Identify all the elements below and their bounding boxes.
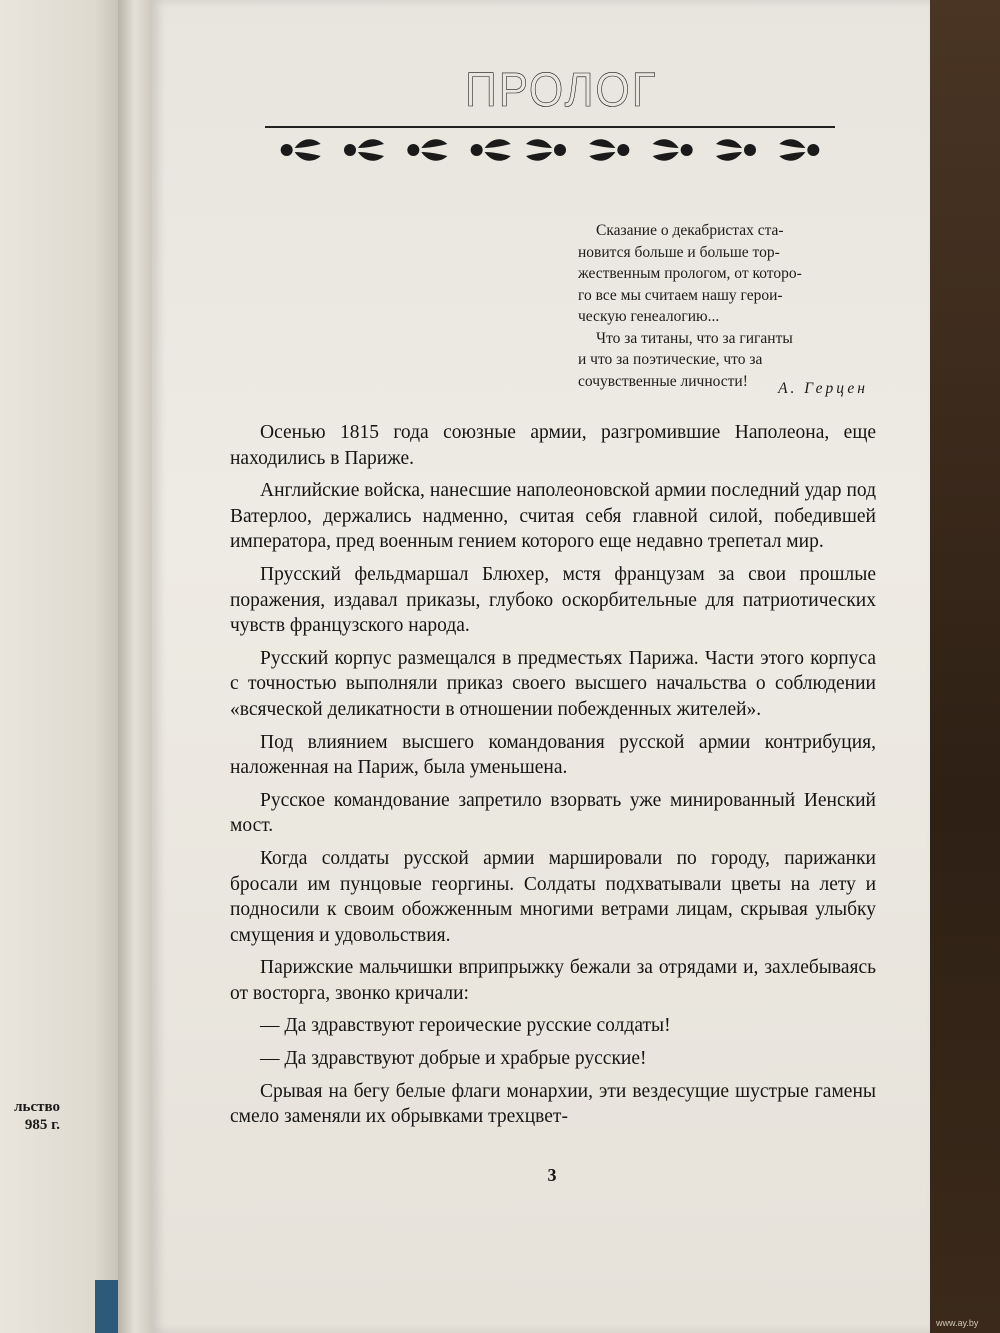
left-page-line: 985 г. <box>24 1117 60 1133</box>
dialogue-line: — Да здравствуют героические русские солдаты! <box>260 1015 671 1037</box>
dialogue-line: — Да здравствуют добрые и храбрые русские! <box>260 1048 647 1070</box>
epigraph-line: ческую генеалогию... <box>578 308 720 325</box>
body-paragraph: Когда солдаты русской армии маршировали по городу, парижанки бросали им пунцовые георгины. Солдаты подхватывали цветы на лету и подносили к своим обожженным многими ветрами лицам, скрывая улыбку смущения и удовольствия. <box>230 847 876 946</box>
left-page-line: льство <box>14 1099 60 1115</box>
epigraph <box>578 220 868 392</box>
body-paragraph: Срывая на бегу белые флаги монархии, эти вездесущие шустрые гамены смело заменяли их обрывками трехцвет- <box>230 1080 876 1128</box>
epigraph-line: Что за титаны, что за гиганты <box>596 329 793 347</box>
epigraph-line: сочувственные личности! <box>578 372 748 390</box>
body-paragraph: Парижские мальчишки вприпрыжку бежали за отрядами и, захлебываясь от восторга, звонко кричали: <box>230 957 876 1004</box>
ornament-motif <box>281 139 321 161</box>
chapter-title: ПРОЛОГ <box>465 64 658 117</box>
epigraph-author: А. Герцен <box>778 380 868 397</box>
epigraph-line: и что за поэтические, что за <box>578 351 763 368</box>
body-paragraph: Русский корпус размещался в предместьях Парижа. Части этого корпуса с точностью выполняли приказ своего высшего начальства о соблюдении «всяческой деликатности в отношении побежденных жителей». <box>230 647 876 720</box>
body-paragraph: Русское командование запретило взорвать уже минированный Иенский мост. <box>230 789 876 837</box>
ornament-motif <box>653 139 693 161</box>
ornament-band <box>265 128 835 170</box>
ornament-motif <box>526 139 566 161</box>
body-text <box>230 420 876 1137</box>
ornament-motif <box>589 139 629 161</box>
table-surface <box>930 0 1000 1333</box>
body-paragraph: Осенью 1815 года союзные армии, разгромившие Наполеона, еще находились в Париже. <box>230 422 876 469</box>
ornament-motif <box>344 139 384 161</box>
ornament-motif <box>407 139 447 161</box>
page-number: 3 <box>547 1165 557 1185</box>
body-paragraph: Прусский фельдмаршал Блюхер, мстя французам за свои прошлые поражения, издавал приказы, глубоко оскорбительные для патриотических чувств французского народа. <box>230 563 876 637</box>
watermark: www.ay.by <box>936 1318 979 1328</box>
epigraph-line: Сказание о декабристах ста- <box>596 222 784 239</box>
left-page <box>0 0 118 1333</box>
ornament-motif <box>716 139 756 161</box>
ornament-motif <box>471 139 511 161</box>
left-page-fragment <box>0 1098 60 1134</box>
epigraph-line: го все мы считаем нашу герои- <box>578 286 783 304</box>
body-paragraph: Английские войска, нанесшие наполеоновской армии последний удар под Ватерлоо, держались надменно, считая себя главной силой, победившей императора, пред военным гением которого еще недавно трепетал мир. <box>230 480 876 553</box>
epigraph-line: жественным прологом, от которо- <box>578 265 802 282</box>
epigraph-line: новится больше и больше тор- <box>578 243 780 261</box>
body-paragraph: Под влиянием высшего командования русской армии контрибуция, наложенная на Париж, была уменьшена. <box>230 731 876 779</box>
book-gutter <box>118 0 152 1333</box>
ornament-motif <box>779 139 819 161</box>
